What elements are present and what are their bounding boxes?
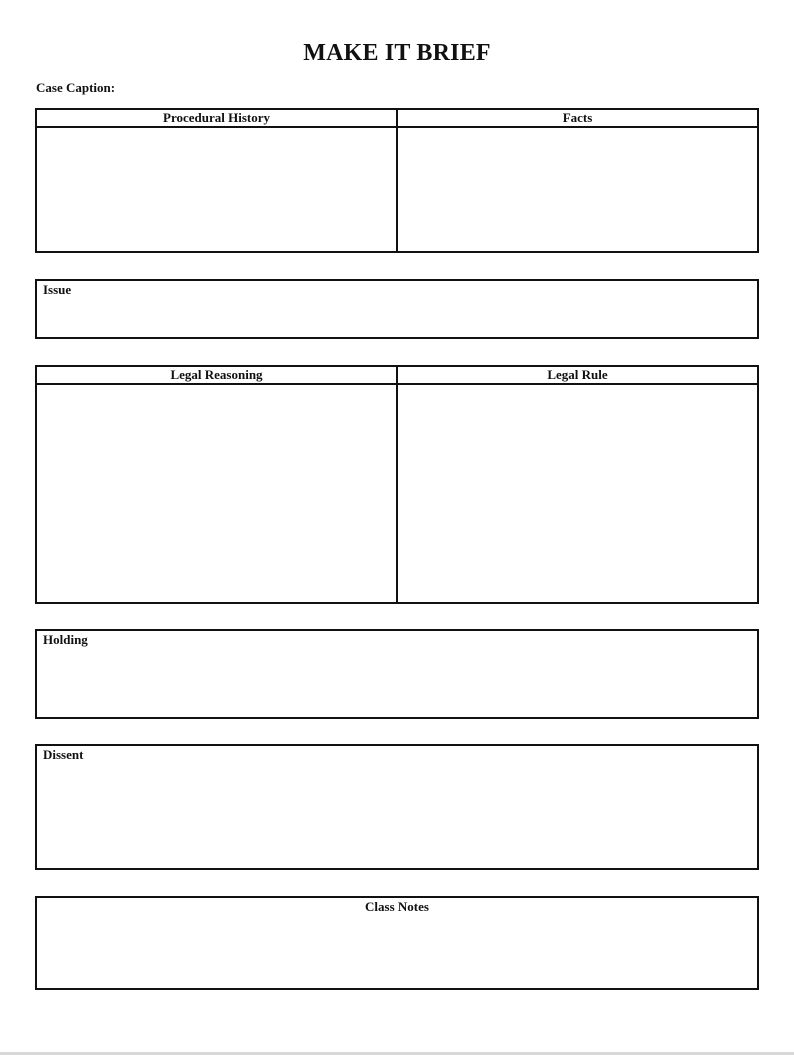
procedural-history-header: Procedural History bbox=[37, 110, 396, 128]
holding-box[interactable] bbox=[35, 629, 759, 719]
issue-label: Issue bbox=[43, 282, 72, 297]
facts-header: Facts bbox=[398, 110, 757, 128]
class-notes-box[interactable] bbox=[35, 896, 759, 990]
dissent-box[interactable] bbox=[35, 744, 759, 870]
reasoning-rule-table bbox=[35, 365, 759, 604]
legal-rule-header: Legal Rule bbox=[398, 367, 757, 385]
case-caption-label: Case Caption: bbox=[36, 80, 116, 95]
procedural-history-facts-table bbox=[35, 108, 759, 253]
legal-reasoning-field[interactable] bbox=[37, 385, 396, 602]
legal-rule-column bbox=[396, 367, 757, 602]
procedural-history-field[interactable] bbox=[37, 128, 396, 251]
legal-rule-field[interactable] bbox=[398, 385, 757, 602]
procedural-history-column bbox=[37, 110, 396, 251]
facts-field[interactable] bbox=[398, 128, 757, 251]
holding-label: Holding bbox=[43, 632, 88, 647]
page-bottom-edge bbox=[0, 1052, 794, 1055]
facts-column bbox=[396, 110, 757, 251]
page-title: MAKE IT BRIEF bbox=[303, 40, 491, 66]
class-notes-label: Class Notes bbox=[365, 899, 429, 914]
legal-reasoning-column bbox=[37, 367, 396, 602]
dissent-label: Dissent bbox=[43, 747, 84, 762]
issue-box[interactable] bbox=[35, 279, 759, 339]
legal-reasoning-header: Legal Reasoning bbox=[37, 367, 396, 385]
